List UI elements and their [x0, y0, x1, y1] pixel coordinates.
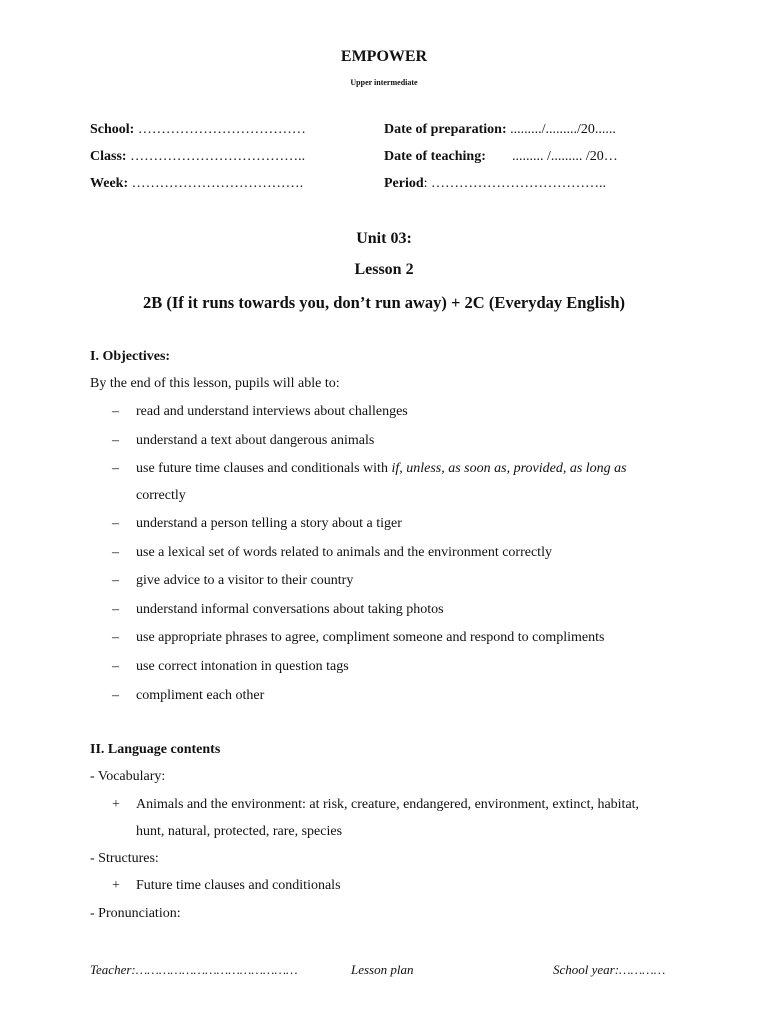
teaching-label: Date of teaching: [384, 149, 486, 164]
bullet-dash: – [112, 433, 119, 448]
objective-item: use appropriate phrases to agree, compliment someone and respond to compliments [136, 630, 605, 645]
footer-teacher: Teacher:…………………………………… [90, 962, 298, 977]
class-value: ……………………………….. [126, 149, 306, 164]
objective-item: compliment each other [136, 688, 265, 703]
bullet-dash: – [112, 461, 119, 476]
objective-item: read and understand interviews about challenges [136, 404, 408, 419]
preparation-line [384, 122, 616, 138]
bullet-dash: – [112, 516, 119, 531]
bullet-plus: + [112, 797, 120, 812]
preparation-value: ........./........./20...... [506, 122, 616, 137]
week-label: Week: [90, 176, 129, 191]
lesson-title: 2B (If it runs towards you, don’t run away) + 2C (Everyday English) [143, 293, 625, 312]
school-value: ……………………………… [134, 122, 306, 137]
bullet-plus: + [112, 878, 120, 893]
vocabulary-line: Animals and the environment: at risk, creature, endangered, environment, extinct, habitat, [136, 797, 640, 812]
period-label: Period [384, 176, 424, 191]
structures-label: - Structures: [90, 851, 159, 866]
objective-item: use a lexical set of words related to animals and the environment correctly [136, 545, 552, 560]
objective-item-text: use future time clauses and conditionals with [136, 461, 392, 476]
week-line [90, 176, 303, 192]
school-line [90, 122, 306, 138]
objective-item [136, 461, 627, 477]
period-line [384, 176, 606, 192]
week-value: ………………………………. [128, 176, 304, 191]
teaching-line [384, 149, 486, 165]
footer-school-year: School year:………… [553, 962, 666, 977]
objective-item-continuation: correctly [136, 488, 186, 503]
bullet-dash: – [112, 602, 119, 617]
lesson-heading: Lesson 2 [354, 261, 414, 278]
objective-item: give advice to a visitor to their country [136, 573, 354, 588]
vocabulary-label: - Vocabulary: [90, 769, 166, 784]
objective-item: use correct intonation in question tags [136, 659, 349, 674]
objectives-heading: I. Objectives: [90, 349, 171, 364]
pronunciation-label: - Pronunciation: [90, 906, 181, 921]
objective-item: understand informal conversations about taking photos [136, 602, 444, 617]
objective-item: understand a person telling a story about a tiger [136, 516, 402, 531]
school-label: School: [90, 122, 135, 137]
bullet-dash: – [112, 404, 119, 419]
period-value: : ……………………………….. [423, 176, 607, 191]
objectives-intro: By the end of this lesson, pupils will able to: [90, 376, 340, 391]
structure-item: Future time clauses and conditionals [136, 878, 341, 893]
footer-lesson-plan: Lesson plan [351, 962, 414, 977]
class-label: Class: [90, 149, 127, 164]
preparation-label: Date of preparation: [384, 122, 507, 137]
document-subtitle: Upper intermediate [350, 78, 418, 87]
objective-item: understand a text about dangerous animals [136, 433, 375, 448]
bullet-dash: – [112, 630, 119, 645]
objective-item-italic: if, unless, as soon as, provided, as long as [391, 461, 627, 476]
class-line [90, 149, 305, 165]
bullet-dash: – [112, 688, 119, 703]
language-heading: II. Language contents [90, 742, 221, 757]
vocabulary-line: hunt, natural, protected, rare, species [136, 824, 343, 839]
bullet-dash: – [112, 573, 119, 588]
unit-heading: Unit 03: [356, 230, 412, 247]
teaching-value: ......... /......... /20… [512, 149, 618, 164]
bullet-dash: – [112, 659, 119, 674]
bullet-dash: – [112, 545, 119, 560]
document-title: EMPOWER [340, 48, 428, 65]
